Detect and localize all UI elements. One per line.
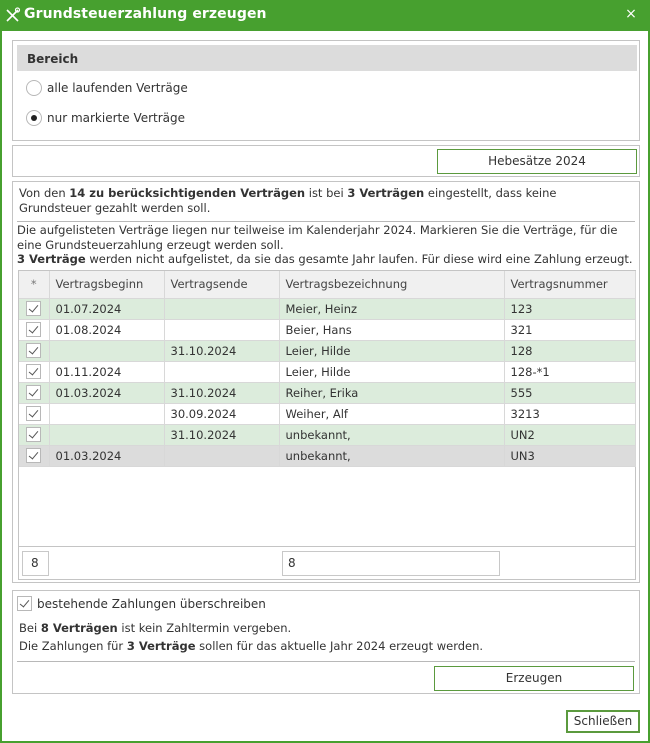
row-checkbox[interactable] [26,406,41,421]
summary-count-bezeichnung: 8 [282,551,500,576]
cell-nummer: 321 [504,319,635,340]
cell-ende [164,361,279,382]
cell-nummer: UN2 [504,424,635,445]
row-checkbox[interactable] [26,448,41,463]
cell-ende: 31.10.2024 [164,382,279,403]
row-checkbox[interactable] [26,427,41,442]
cell-ende: 31.10.2024 [164,424,279,445]
column-header-beginn[interactable]: Vertragsbeginn [49,271,164,298]
table-row[interactable] [19,319,635,340]
text: Bei [19,621,41,635]
cell-ende [164,298,279,319]
overwrite-label: bestehende Zahlungen überschreiben [37,596,266,611]
cell-bezeichnung: Reiher, Erika [279,382,504,403]
cell-bezeichnung: unbekannt, [279,424,504,445]
text-bold: 3 Verträge [17,252,86,266]
cell-beginn [49,403,164,424]
text-bold: 3 Verträge [126,639,196,653]
bereich-group [12,40,640,141]
row-checkbox[interactable] [26,343,41,358]
table-row[interactable] [19,424,635,445]
text: Die aufgelisteten Verträge liegen nur teilweise im Kalenderjahr 2024. Markieren Sie die Verträge, für die eine Grundsteuerzahlung erzeugt werden soll. [17,223,618,252]
column-header-bezeichnung[interactable]: Vertragsbezeichnung [279,271,504,298]
divider [17,661,635,662]
row-checkbox[interactable] [26,301,41,316]
cell-beginn: 01.11.2024 [49,361,164,382]
table-row[interactable] [19,340,635,361]
text: Die Zahlungen für [19,639,127,653]
column-header-ende[interactable]: Vertragsende [164,271,279,298]
text: werden nicht aufgelistet, da sie das gesamte Jahr laufen. Für diese wird eine Zahlung erzeugt. [85,252,633,266]
text: ist bei [305,186,348,200]
cell-bezeichnung: Beier, Hans [279,319,504,340]
radio-button[interactable] [26,80,42,96]
overwrite-checkbox-row[interactable] [17,596,266,611]
msg-no-payment-date [19,621,291,635]
hebesaetze-button[interactable]: Hebesätze 2024 [437,149,637,174]
cell-beginn: 01.07.2024 [49,298,164,319]
cell-ende [164,445,279,466]
row-checkbox[interactable] [26,385,41,400]
cell-nummer: 555 [504,382,635,403]
radio-label: nur markierte Verträge [47,111,186,125]
grid-summary-row [19,546,635,579]
table-row[interactable] [19,382,635,403]
cell-beginn [49,424,164,445]
text: Von den [19,186,70,200]
text-bold: 8 Verträgen [40,621,118,635]
cell-nummer: 123 [504,298,635,319]
text: sollen für das aktuelle Jahr 2024 erzeugt werden. [195,639,484,653]
text: eingestellt, dass keine Grundsteuer gezahlt werden soll. [19,186,557,215]
cell-bezeichnung: Leier, Hilde [279,361,504,382]
contracts-grid [18,270,636,580]
contracts-panel [12,181,640,583]
info-text-excluded [19,186,629,216]
contracts-table [19,271,636,467]
text-bold: 14 zu berücksichtigenden Verträgen [69,186,306,200]
radio-nur-markierte[interactable] [26,110,185,126]
divider [17,221,635,222]
table-row[interactable] [19,298,635,319]
row-checkbox[interactable] [26,364,41,379]
row-checkbox[interactable] [26,322,41,337]
cell-nummer: UN3 [504,445,635,466]
tools-icon [5,7,21,23]
close-icon[interactable]: × [625,6,637,22]
cell-bezeichnung: Meier, Heinz [279,298,504,319]
column-header-select[interactable]: * [19,271,49,298]
column-header-nummer[interactable]: Vertragsnummer [504,271,635,298]
radio-label: alle laufenden Verträge [47,81,188,95]
cell-ende: 31.10.2024 [164,340,279,361]
cell-nummer: 128 [504,340,635,361]
generate-panel [12,590,640,694]
title-bar [0,0,650,31]
bereich-header: Bereich [17,45,637,71]
erzeugen-button[interactable]: Erzeugen [434,666,634,691]
cell-ende: 30.09.2024 [164,403,279,424]
table-row-selected[interactable] [19,445,635,466]
cell-bezeichnung: unbekannt, [279,445,504,466]
cell-beginn: 01.03.2024 [49,445,164,466]
info-text-listed [17,223,635,267]
cell-beginn: 01.08.2024 [49,319,164,340]
cell-beginn [49,340,164,361]
msg-payments-generated [19,639,483,653]
hebesaetze-panel [12,145,640,177]
cell-bezeichnung: Weiher, Alf [279,403,504,424]
cell-bezeichnung: Leier, Hilde [279,340,504,361]
text: ist kein Zahltermin vergeben. [117,621,292,635]
overwrite-checkbox[interactable] [17,596,32,611]
radio-alle-laufenden[interactable] [26,80,188,96]
table-row[interactable] [19,361,635,382]
summary-count-checked: 8 [22,551,49,576]
cell-ende [164,319,279,340]
table-header-row [19,271,635,298]
window-title: Grundsteuerzahlung erzeugen [24,6,267,22]
schliessen-button[interactable]: Schließen [566,710,640,733]
cell-nummer: 128-*1 [504,361,635,382]
cell-beginn: 01.03.2024 [49,382,164,403]
cell-nummer: 3213 [504,403,635,424]
table-row[interactable] [19,403,635,424]
radio-button-checked[interactable] [26,110,42,126]
text-bold: 3 Verträgen [347,186,425,200]
